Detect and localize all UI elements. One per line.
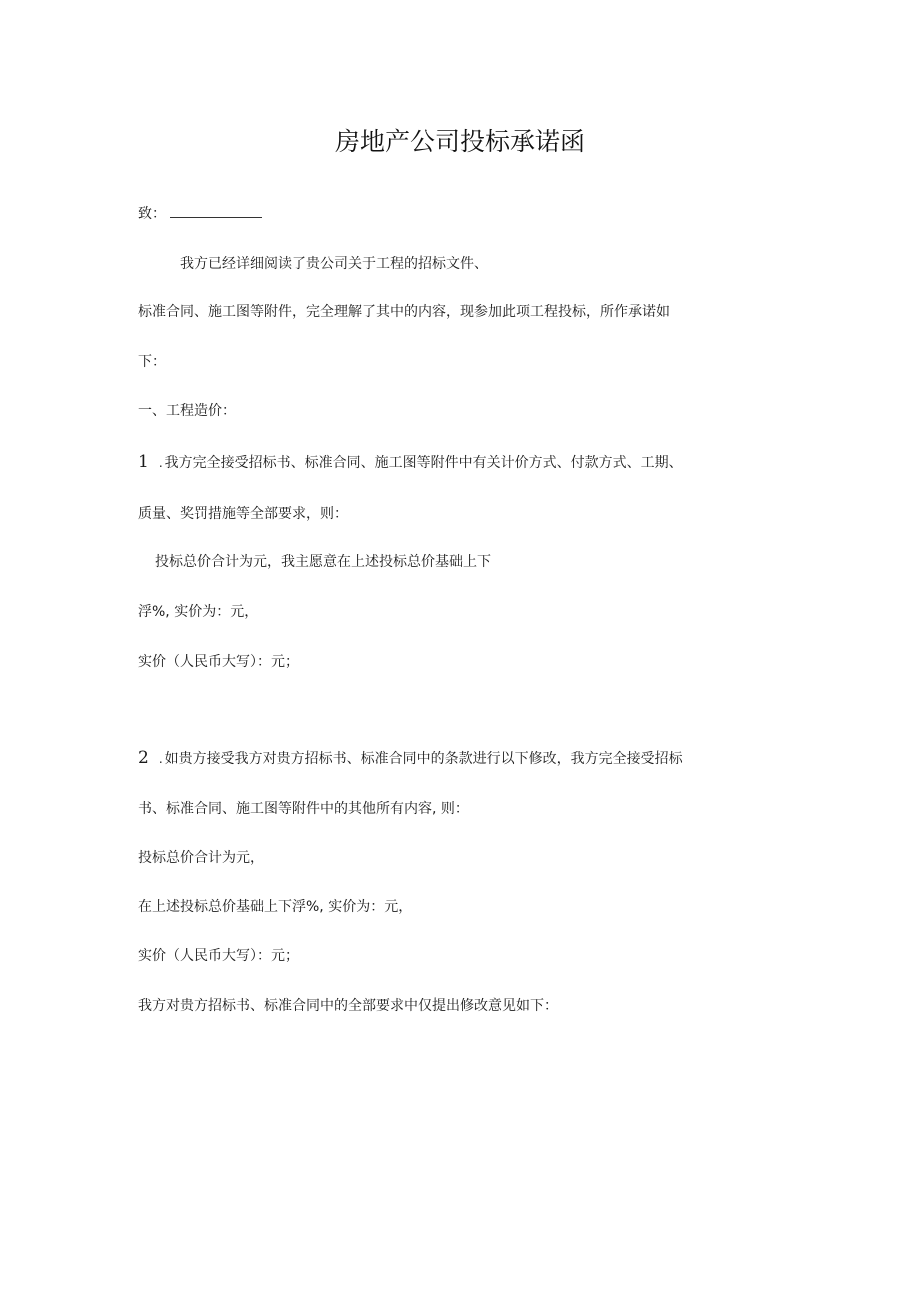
- intro-line-3: 下：: [138, 354, 166, 370]
- item-2-line-1: [138, 749, 683, 768]
- intro-line-1: 我方已经详细阅读了贵公司关于工程的招标文件、: [180, 256, 488, 272]
- item-1-line-5: 实价（人民币大写）：元；: [138, 654, 299, 670]
- addressee-line: [138, 205, 262, 223]
- addressee-blank: [170, 205, 262, 218]
- item-2-number: 2: [138, 748, 149, 768]
- item-1-line-2: 质量、奖罚措施等全部要求，则：: [138, 506, 348, 522]
- item-2-line-2: 书、标准合同、施工图等附件中的其他所有内容, 则：: [138, 801, 469, 817]
- to-label: 致：: [138, 206, 166, 222]
- item-1-line-4: 浮%, 实价为：元，: [138, 604, 259, 620]
- intro-line-2: 标准合同、施工图等附件，完全理解了其中的内容，现参加此项工程投标，所作承诺如: [138, 304, 670, 320]
- document-title: 房地产公司投标承诺函: [334, 127, 585, 156]
- item-2-text-1: 如贵方接受我方对贵方招标书、标准合同中的条款进行以下修改，我方完全接受招标: [164, 751, 683, 767]
- item-1-line-1: [138, 453, 683, 472]
- item-1-line-3: 投标总价合计为元，我主愿意在上述投标总价基础上下: [155, 554, 491, 570]
- item-2-line-5: 实价（人民币大写）：元；: [138, 948, 299, 964]
- item-1-number: 1: [138, 452, 149, 472]
- item-1-text-1: 我方完全接受招标书、标准合同、施工图等附件中有关计价方式、付款方式、工期、: [164, 455, 683, 471]
- item-2-line-4: 在上述投标总价基础上下浮%, 实价为：元，: [138, 899, 413, 915]
- section-1-heading: 一、工程造价：: [138, 403, 236, 419]
- item-2-line-3: 投标总价合计为元，: [138, 850, 264, 866]
- item-2-line-6: 我方对贵方招标书、标准合同中的全部要求中仅提出修改意见如下：: [138, 998, 558, 1014]
- item-2-dot: .: [158, 752, 163, 766]
- item-1-dot: .: [158, 456, 163, 470]
